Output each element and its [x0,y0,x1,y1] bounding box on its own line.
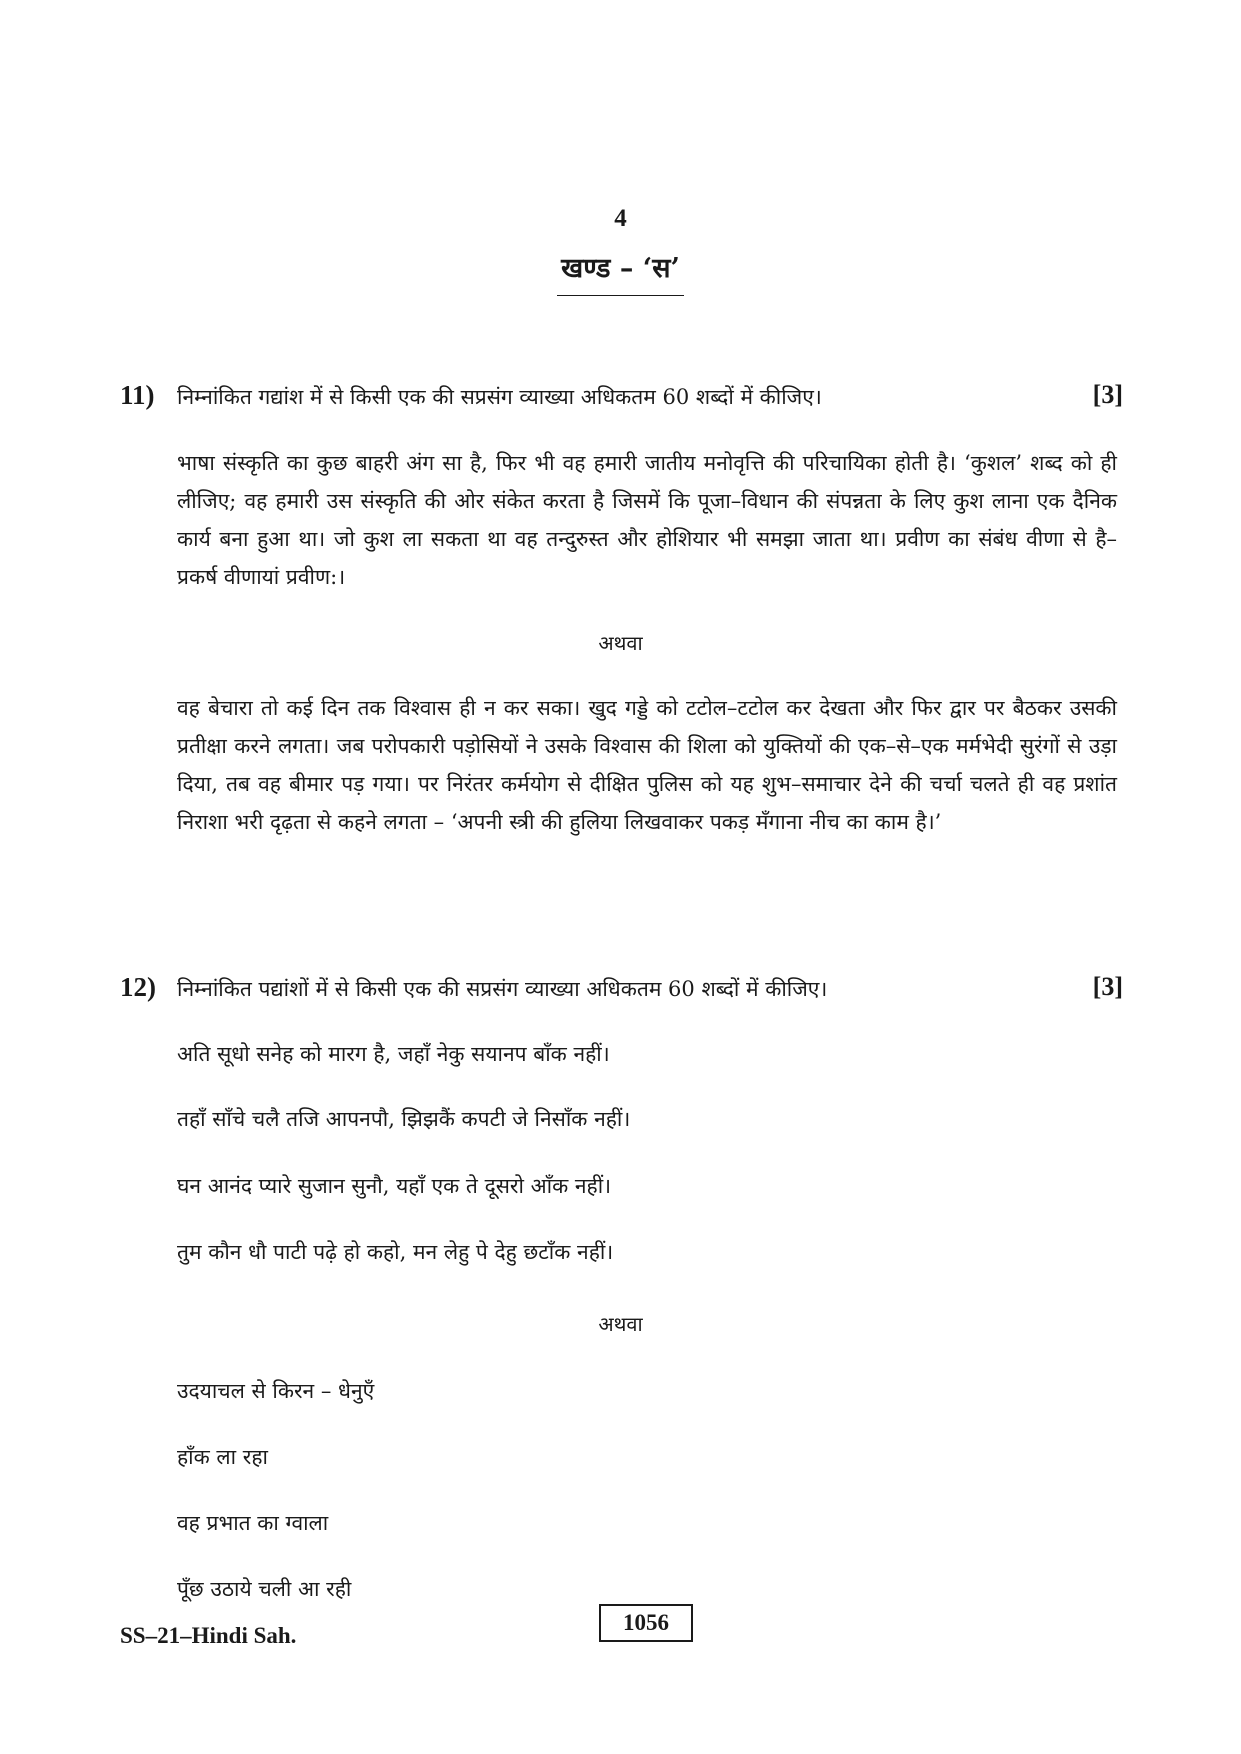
question-11-passage-2 [177,689,1117,841]
verse-1-line-2: तहाँ साँचे चलै तजि आपनपौ, झिझकैं कपटी जे निसाँक नहीं। [177,1107,631,1131]
question-11-passage-1 [177,444,1117,596]
question-12-marks: [3] [1092,972,1123,1001]
paper-code: SS–21–Hindi Sah. [120,1623,297,1648]
page-number: 4 [614,205,627,232]
question-12-or-label: अथवा [598,1312,643,1336]
passage-1-text: भाषा संस्कृति का कुछ बाहरी अंग सा है, फिर भी वह हमारी जातीय मनोवृत्ति की परिचायिका होती है। ‘कुशल’ शब्द को ही लीजिए; वह हमारी उस संस्कृति की ओर संकेत करता है जिसमें कि पूजा–विधान की संपन्नता के लिए कुश लाना एक दैनिक कार्य बना हुआ था। जो कुश ला सकता था वह तन्दुरुस्त और होशियार भी समझा जाता था। प्रवीण का संबंध वीणा से है– प्रकर्ष वीणायां प्रवीण:। [177,451,1117,589]
verse-2-line-2: हाँक ला रहा [177,1445,268,1469]
verse-1-line-3: घन आनंद प्यारे सुजान सुनौ, यहाँ एक ते दूसरो आँक नहीं। [177,1174,612,1198]
question-11-instruction: निम्नांकित गद्यांश में से किसी एक की सप्रसंग व्याख्या अधिकतम 60 शब्दों में कीजिए। [177,385,822,409]
question-12-number: 12) [120,972,156,1002]
question-11-or-label: अथवा [598,631,643,655]
passage-2-text: वह बेचारा तो कई दिन तक विश्वास ही न कर सका। खुद गड्डे को टटोल–टटोल कर देखता और फिर द्वार पर बैठकर उसकी प्रतीक्षा करने लगता। जब परोपकारी पड़ोसियों ने उसके विश्वास की शिला को युक्तियों की एक–से–एक मर्मभेदी सुरंगों से उड़ा दिया, तब वह बीमार पड़ गया। पर निरंतर कर्मयोग से दीक्षित पुलिस को यह शुभ–समाचार देने की चर्चा चलते ही वह प्रशांत निराशा भरी दृढ़ता से कहने लगता – ‘अपनी स्त्री की हुलिया लिखवाकर पकड़ मँगाना नीच का काम है।’ [177,696,1117,834]
paper-number-box: 1056 [599,1604,693,1642]
verse-2-line-4: पूँछ उठाये चली आ रही [177,1577,352,1601]
section-title-text: खण्ड – ‘स’ [557,248,684,296]
section-title [0,248,1241,296]
verse-1-line-1: अति सूधो सनेह को मारग है, जहाँ नेकु सयानप बाँक नहीं। [177,1042,610,1066]
question-11-number: 11) [120,380,155,410]
question-11-marks: [3] [1092,380,1123,409]
verse-1-line-4: तुम कौन धौ पाटी पढ़े हो कहो, मन लेहु पे देहु छटाँक नहीं। [177,1240,614,1264]
verse-2-line-1: उदयाचल से किरन – धेनुएँ [177,1379,375,1403]
verse-2-line-3: वह प्रभात का ग्वाला [177,1511,329,1535]
question-12-instruction: निम्नांकित पद्यांशों में से किसी एक की सप्रसंग व्याख्या अधिकतम 60 शब्दों में कीजिए। [177,977,828,1001]
